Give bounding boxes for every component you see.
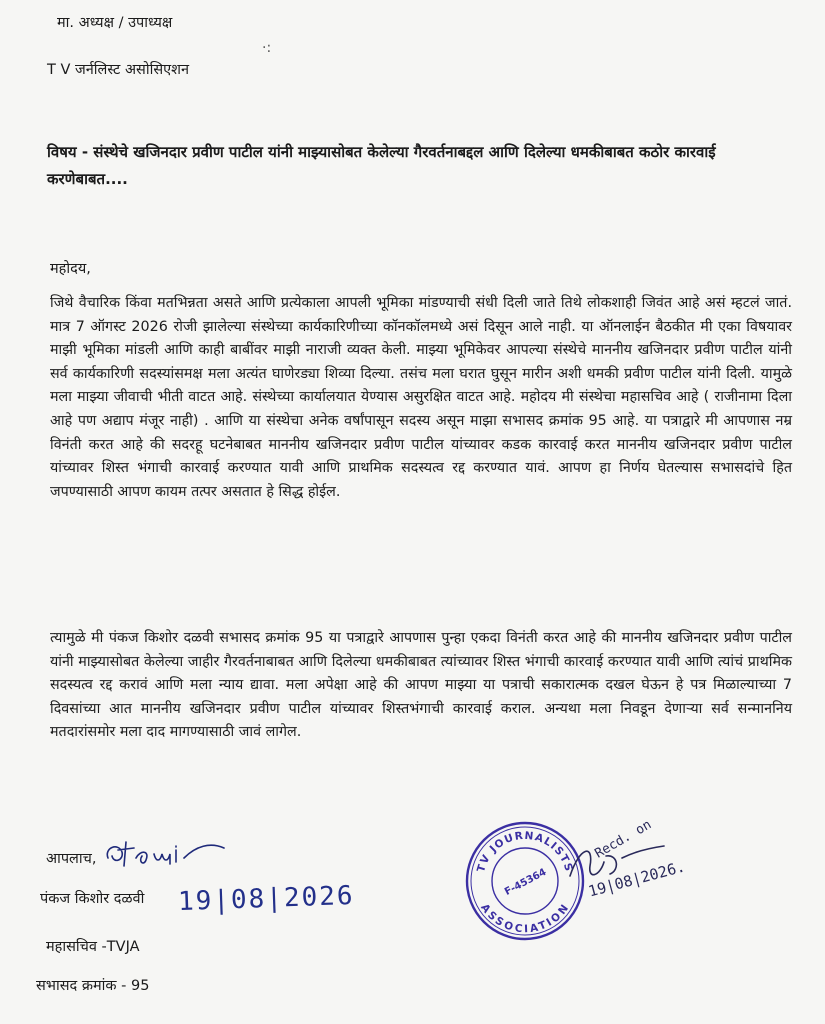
closing: आपलाच,	[46, 851, 97, 867]
stamp-number: F-45364	[503, 866, 549, 898]
letter-subject: विषय - संस्थेचे खजिनदार प्रवीण पाटील यांनी माझ्यासोबत केलेल्या गैरवर्तनाबद्दल आणि दिलेल्या धमकीबाबत कठोर कारवाई करणेबाबत....	[47, 143, 716, 188]
recipient-organization: T V जर्नलिस्ट असोसिएशन	[47, 62, 190, 78]
sender-designation: महासचिव -TVJA	[46, 939, 140, 955]
stamp-bottom-text: ASSOCIATION	[478, 901, 572, 936]
received-date: 19|08|2026.	[586, 857, 687, 901]
body-paragraph-1: जिथे वैचारिक किंवा मतभिन्नता असते आणि प्रत्येकाला आपली भूमिका मांडण्याची संधी दिली जाते तिथे लोकशाही जिवंत आहे असं म्हटलं जातं. मात्र 7 ऑगस्ट 2026 रोजी झालेल्या संस्थेच्या कार्यकारिणीच्या कॉनकॉलमध्ये असं दिसून आले नाही. या ऑनलाईन बैठकीत मी एका विषयावर माझी भूमिका मांडली आणि काही बाबींवर माझी नाराजी व्यक्त केली. माझ्या भूमिकेवर आपल्या संस्थेचे माननीय खजिनदार प्रवीण पाटील यांनी सर्व कार्यकारिणी सदस्यांसमक्ष मला अत्यंत घाणेरड्या शिव्या दिल्या. तसंच मला घरात घुसून मारीन अशी धमकी प्रवीण पाटील यांनी दिली. यामुळे मला माझ्या जीवाची भीती वाटत आहे. संस्थेच्या कार्यालयात येण्यास असुरक्षित वाटत आहे. महोदय मी संस्थेचा महासचिव आहे ( राजीनामा दिला आहे पण अद्याप मंजूर नाही) . आणि या संस्थेचा अनेक वर्षांपासून सदस्य असून माझा सभासद क्रमांक 95 आहे. या पत्राद्वारे मी आपणास नम्र विनंती करत आहे की सदरहू घटनेबाबत माननीय खजिनदार प्रवीण पाटील यांच्यावर कडक कारवाई करत माननीय खजिनदार प्रवीण पाटील यांच्यावर शिस्त भंगाची कारवाई करण्यात यावी आणि प्राथमिक सदस्यत्व रद्द करण्यात यावं. आपण हा निर्णय घेतल्यास सभासदांचे हित जपण्यासाठी आपण कायम तत्पर असतात हे सिद्ध होईल.	[50, 295, 792, 500]
received-note: Recd. on	[592, 817, 655, 862]
sender-name: पंकज किशोर दळवी	[40, 891, 145, 907]
scan-speck: ·:	[262, 40, 272, 56]
member-number: सभासद क्रमांक - 95	[36, 978, 150, 994]
salutation: महोदय,	[50, 261, 91, 277]
sender-signature	[100, 828, 230, 876]
body-paragraph-2: त्यामुळे मी पंकज किशोर दळवी सभासद क्रमांक 95 या पत्राद्वारे आपणास पुन्हा एकदा विनंती करत आहे की माननीय खजिनदार प्रवीण पाटील यांनी माझ्यासोबत केलेल्या जाहीर गैरवर्तनाबाबत आणि दिलेल्या धमकीबाबत त्यांच्यावर शिस्त भंगाची कारवाई करण्यात यावी आणि त्यांचं प्राथमिक सदस्यत्व रद्द करावं आणि मला न्याय द्यावा. मला अपेक्षा आहे की आपण माझ्या या पत्राची सकारात्मक दखल घेऊन हे पत्र मिळाल्याच्या 7 दिवसांच्या आत माननीय खजिनदार प्रवीण पाटील यांच्यावर शिस्तभंगाची कारवाई कराल. अन्यथा मला निवडून देणाऱ्या सर्व सन्माननिय मतदारांसमोर मला दाद मागण्यासाठी जावं लागेल.	[50, 630, 792, 741]
stamp-top-text: TV JOURNALISTS	[475, 829, 575, 874]
recipient-designation: मा. अध्यक्ष / उपाध्यक्ष	[57, 15, 173, 31]
handwritten-date: 19|08|2026	[177, 880, 356, 918]
